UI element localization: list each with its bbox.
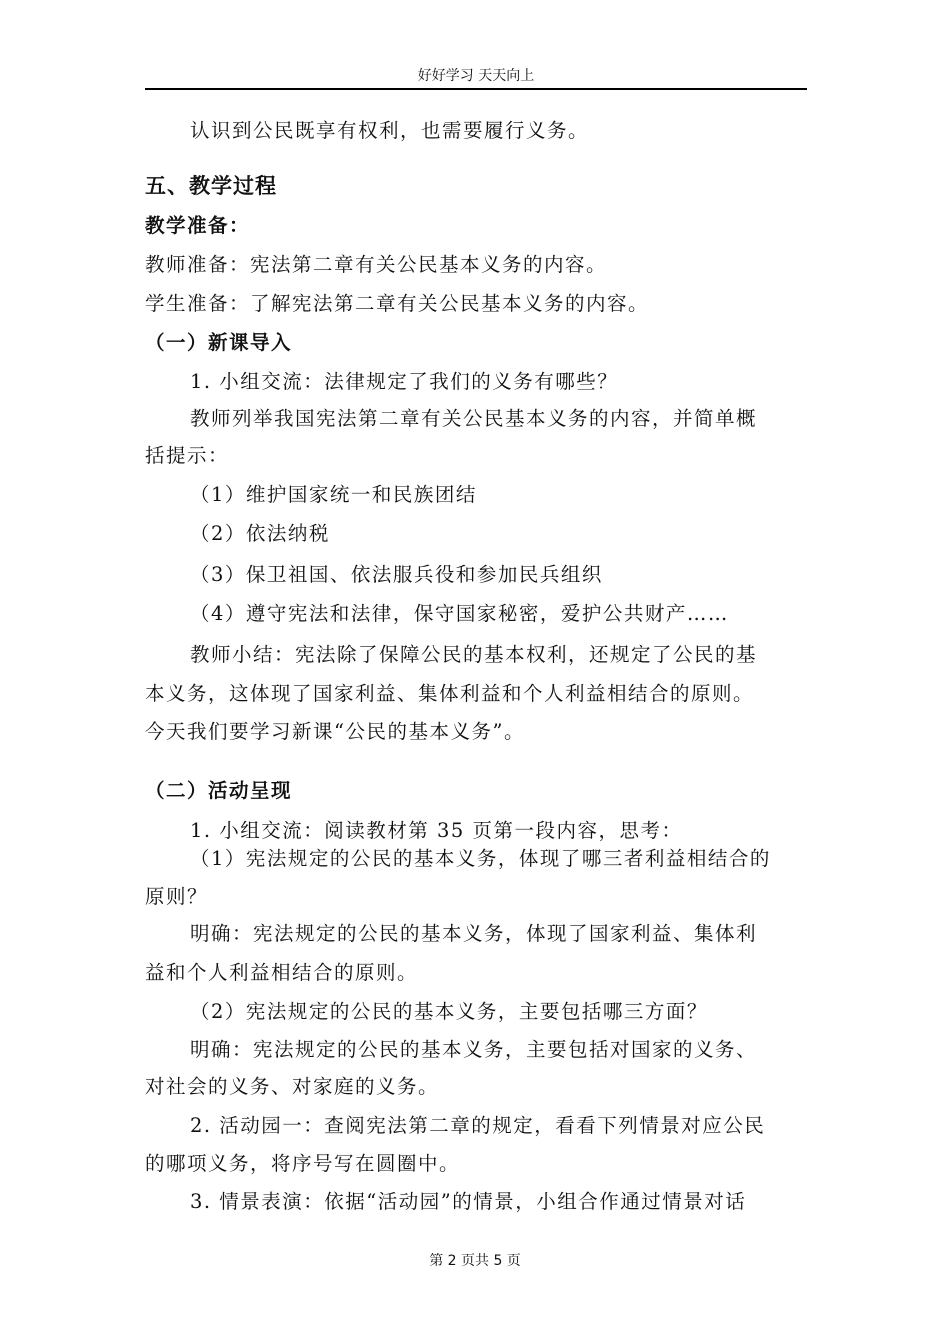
section-heading: 五、教学过程: [145, 174, 277, 198]
paragraph-line: 原则？: [145, 885, 209, 908]
paragraph-line: 明确：宪法规定的公民的基本义务，主要包括对国家的义务、: [190, 1038, 758, 1061]
paragraph-line: 今天我们要学习新课“公民的基本义务”。: [145, 720, 525, 743]
subsection-heading: （二）活动呈现: [145, 779, 293, 802]
paragraph-line: 2. 活动园一：查阅宪法第二章的规定，看看下列情景对应公民: [190, 1114, 766, 1137]
paragraph-line: 3. 情景表演：依据“活动园”的情景，小组合作通过情景对话: [190, 1190, 747, 1213]
paragraph-line: 本义务，这体现了国家利益、集体利益和个人利益相结合的原则。: [145, 682, 755, 705]
list-item: （4）遵守宪法和法律，保守国家秘密，爱护公共财产……: [190, 602, 729, 625]
page-footer: 第 2 页共 5 页: [429, 1253, 521, 1269]
subsection-heading: （一）新课导入: [145, 331, 293, 354]
paragraph-line: 教师准备：宪法第二章有关公民基本义务的内容。: [145, 253, 608, 276]
paragraph-line: （2）宪法规定的公民的基本义务，主要包括哪三方面？: [190, 1000, 708, 1023]
paragraph-line: 1. 小组交流：阅读教材第 35 页第一段内容，思考：: [190, 819, 683, 842]
list-item: （3）保卫祖国、依法服兵役和参加民兵组织: [190, 563, 603, 586]
subsection-heading: 教学准备：: [145, 214, 251, 237]
paragraph-line: 教师小结：宪法除了保障公民的基本权利，还规定了公民的基: [190, 643, 758, 666]
paragraph-line: 教师列举我国宪法第二章有关公民基本义务的内容，并简单概: [190, 407, 758, 430]
paragraph-line: 益和个人利益相结合的原则。: [145, 961, 419, 984]
page-header: 好好学习 天天向上: [417, 68, 535, 84]
paragraph-line: 明确：宪法规定的公民的基本义务，体现了国家利益、集体利: [190, 922, 758, 945]
paragraph-line: （1）宪法规定的公民的基本义务，体现了哪三者利益相结合的: [190, 847, 771, 870]
list-item: （1）维护国家统一和民族团结: [190, 483, 477, 506]
paragraph-line: 对社会的义务、对家庭的义务。: [145, 1075, 440, 1098]
header-rule: [145, 88, 807, 90]
paragraph-line: 学生准备：了解宪法第二章有关公民基本义务的内容。: [145, 292, 650, 315]
paragraph-line: 认识到公民既享有权利，也需要履行义务。: [190, 119, 590, 142]
paragraph-line: 1. 小组交流：法律规定了我们的义务有哪些？: [190, 370, 619, 393]
paragraph-line: 括提示：: [145, 444, 230, 467]
list-item: （2）依法纳税: [190, 522, 330, 545]
paragraph-line: 的哪项义务，将序号写在圆圈中。: [145, 1152, 461, 1175]
